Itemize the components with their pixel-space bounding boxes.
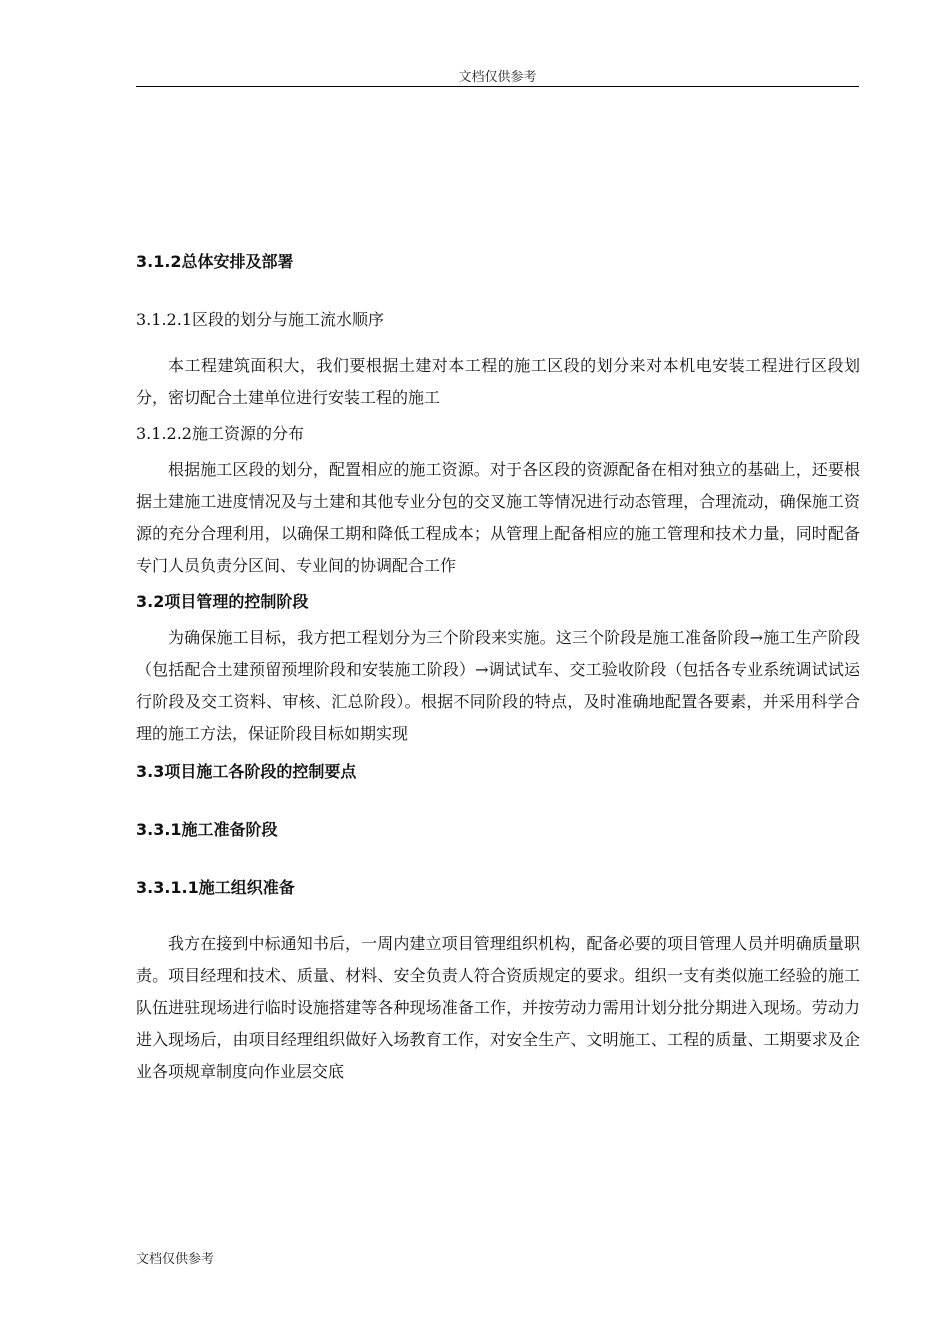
section-3-1-2-heading: 3.1.2总体安排及部署 [136, 252, 294, 271]
section-3-1-2-1-paragraph: 本工程建筑面积大，我们要根据土建对本工程的施工区段的划分来对本机电安装工程进行区段划分，密切配合土建单位进行安装工程的施工 [136, 356, 860, 407]
section-3-3-1-1-heading: 3.3.1.1施工组织准备 [136, 878, 295, 897]
section-3-1-2-1-heading: 3.1.2.1区段的划分与施工流水顺序 [136, 310, 384, 329]
document-body [136, 246, 860, 1088]
header-divider [136, 86, 859, 87]
page-header: 文档仅供参考 [458, 70, 537, 85]
section-3-1-2-2-paragraph: 根据施工区段的划分，配置相应的施工资源。对于各区段的资源配备在相对独立的基础上，还要根据土建施工进度情况及与土建和其他专业分包的交叉施工等情况进行动态管理，合理流动，确保施工资源的充分合理利用，以确保工期和降低工程成本；从管理上配备相应的施工管理和技术力量，同时配备专门人员负责分区间、专业间的协调配合工作 [136, 460, 860, 575]
page-footer: 文档仅供参考 [136, 1252, 215, 1267]
section-3-1-2-2-heading: 3.1.2.2施工资源的分布 [136, 424, 304, 443]
section-3-3-1-1-paragraph: 我方在接到中标通知书后，一周内建立项目管理组织机构，配备必要的项目管理人员并明确质量职责。项目经理和技术、质量、材料、安全负责人符合资质规定的要求。组织一支有类似施工经验的施工队伍进驻现场进行临时设施搭建等各种现场准备工作，并按劳动力需用计划分批分期进入现场。劳动力进入现场后，由项目经理组织做好入场教育工作，对安全生产、文明施工、工程的质量、工期要求及企业各项规章制度向作业层交底 [136, 934, 860, 1081]
section-3-3-1-heading: 3.3.1施工准备阶段 [136, 820, 278, 839]
section-3-2-paragraph: 为确保施工目标，我方把工程划分为三个阶段来实施。这三个阶段是施工准备阶段→施工生产阶段（包括配合土建预留预埋阶段和安装施工阶段）→调试试车、交工验收阶段（包括各专业系统调试试运行阶段及交工资料、审核、汇总阶段）。根据不同阶段的特点，及时准确地配置各要素，并采用科学合理的施工方法，保证阶段目标如期实现 [136, 628, 860, 743]
section-3-3-heading: 3.3项目施工各阶段的控制要点 [136, 762, 357, 781]
section-3-2-heading: 3.2项目管理的控制阶段 [136, 592, 309, 611]
